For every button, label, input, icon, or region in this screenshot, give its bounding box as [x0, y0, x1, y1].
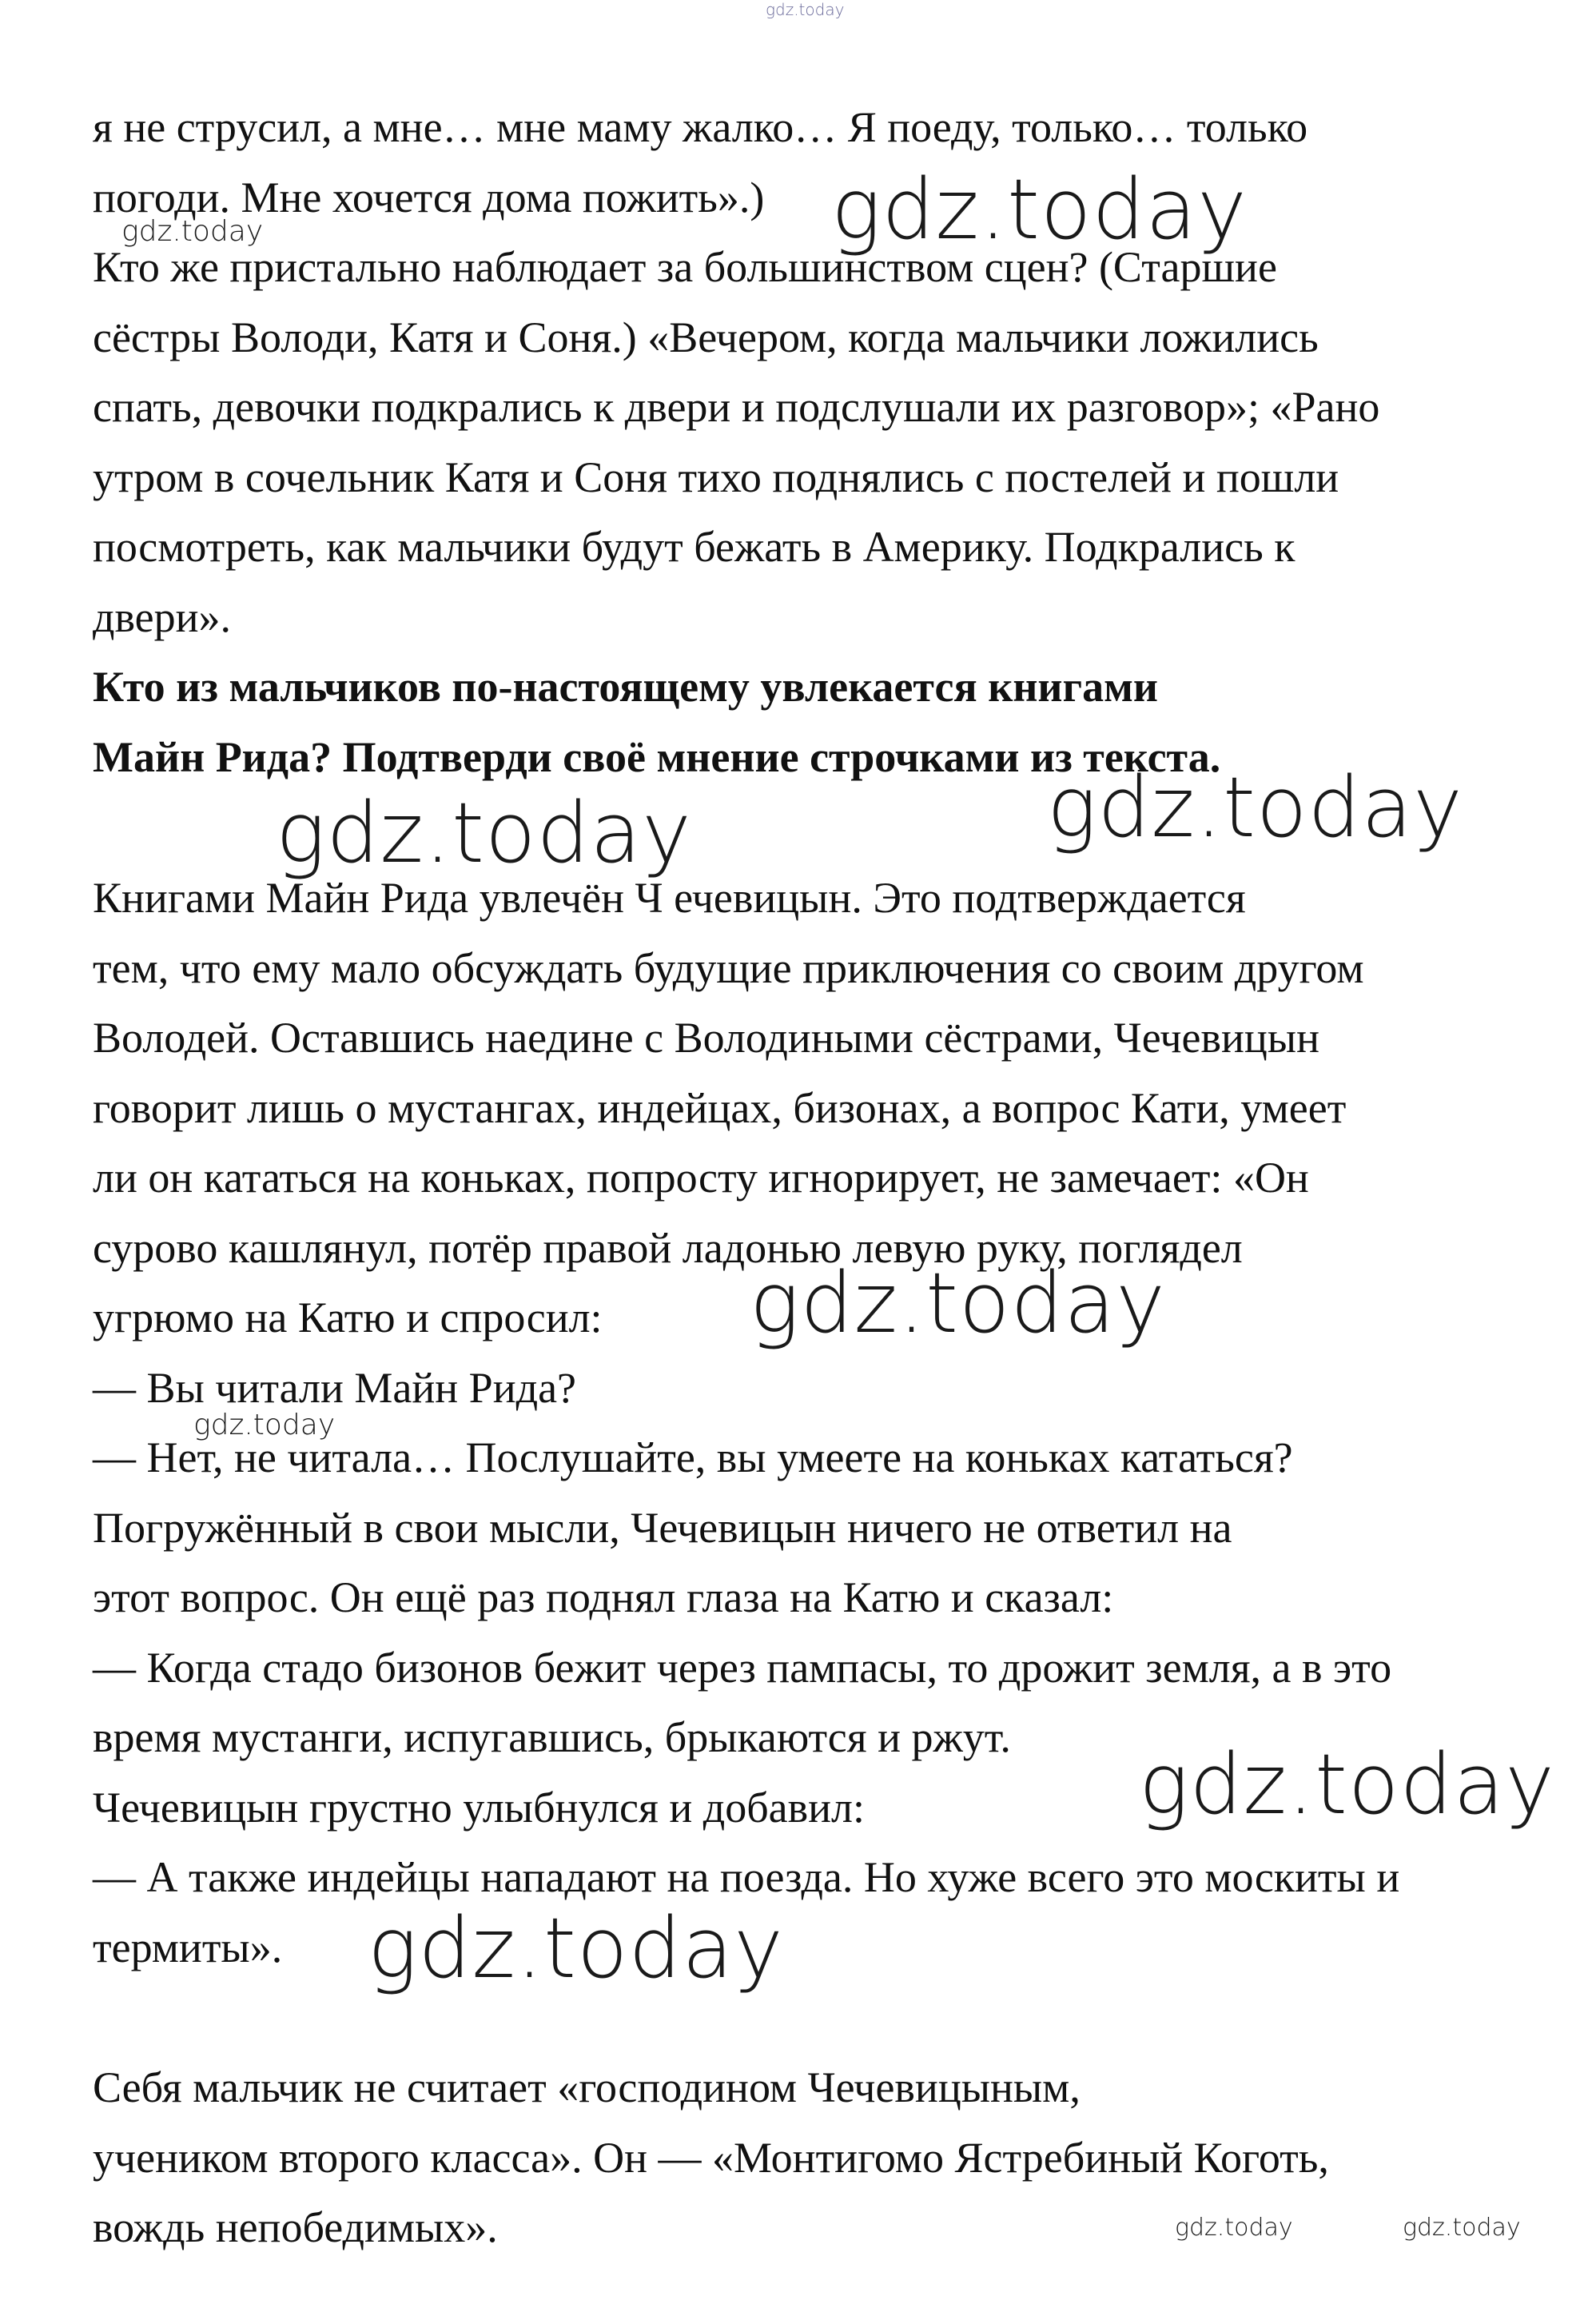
text-line: посмотреть, как мальчики будут бежать в Америку. Подкрались к	[93, 523, 1296, 571]
watermark-small: gdz.today	[121, 215, 264, 248]
watermark: gdz.today	[276, 784, 692, 882]
text-line: погоди. Мне хочется дома пожить».)	[93, 173, 765, 221]
watermark-small: gdz.today	[1403, 2214, 1521, 2242]
text-line: этот вопрос. Он ещё раз поднял глаза на Катю и сказал:	[93, 1573, 1114, 1621]
text-line: — Вы читали Майн Рида?	[93, 1364, 577, 1412]
text-line: сёстры Володи, Катя и Соня.) «Вечером, когда мальчики ложились	[93, 313, 1319, 361]
watermark-small: gdz.today	[1175, 2214, 1293, 2242]
text-line: Книгами Майн Рида увлечён Ч ечевицын. Это подтверждается	[93, 874, 1246, 922]
text-line: утром в сочельник Катя и Соня тихо поднялись с постелей и пошли	[93, 453, 1339, 501]
text-line: Кто же пристально наблюдает за большинством сцен? (Старшие	[93, 243, 1277, 291]
text-line: спать, девочки подкрались к двери и подслушали их разговор»; «Рано	[93, 383, 1380, 431]
text-line: — А также индейцы нападают на поезда. Но хуже всего это москиты и	[93, 1853, 1400, 1901]
text-line: Володей. Оставшись наедине с Володиными сёстрами, Чечевицын	[93, 1014, 1319, 1062]
text-line: двери».	[93, 593, 232, 641]
watermark: gdz.today	[831, 161, 1248, 258]
watermark-small: gdz.today	[193, 1409, 336, 1441]
watermark-top: gdz.today	[766, 0, 845, 19]
watermark: gdz.today	[1047, 759, 1463, 856]
text-line: говорит лишь о мустангах, индейцах, бизонах, а вопрос Кати, умеет	[93, 1084, 1347, 1132]
text-line: — Нет, не читала… Послушайте, вы умеете на коньках кататься?	[93, 1433, 1293, 1481]
text-line: я не струсил, а мне… мне маму жалко… Я поеду, только… только	[93, 103, 1308, 151]
text-line: угрюмо на Катю и спросил:	[93, 1294, 603, 1341]
text-line: Погружённый в свои мысли, Чечевицын ничего не ответил на	[93, 1504, 1232, 1552]
text-line: время мустанги, испугавшись, брыкаются и ржут.	[93, 1713, 1011, 1761]
text-line: сурово кашлянул, потёр правой ладонью левую руку, поглядел	[93, 1224, 1243, 1272]
text-line: Чечевицын грустно улыбнулся и добавил:	[93, 1784, 865, 1832]
question-line: Майн Рида? Подтверди своё мнение строчками из текста.	[93, 733, 1221, 781]
text-line: — Когда стадо бизонов бежит через пампасы, то дрожит земля, а в это	[93, 1644, 1392, 1692]
text-line: тем, что ему мало обсуждать будущие приключения со своим другом	[93, 944, 1364, 992]
text-line: ли он кататься на коньках, попросту игнорирует, не замечает: «Он	[93, 1154, 1309, 1202]
watermark: gdz.today	[368, 1899, 784, 1997]
watermark: gdz.today	[1139, 1736, 1555, 1833]
question-line: Кто из мальчиков по-настоящему увлекается книгами	[93, 663, 1158, 711]
text-line: термиты».	[93, 1923, 283, 1971]
text-line: вождь непобедимых».	[93, 2203, 498, 2251]
text-line: учеником второго класса». Он — «Монтигомо Ястребиный Коготь,	[93, 2134, 1329, 2182]
watermark: gdz.today	[750, 1254, 1166, 1352]
text-line: Себя мальчик не считает «господином Чечевицыным,	[93, 2063, 1081, 2111]
